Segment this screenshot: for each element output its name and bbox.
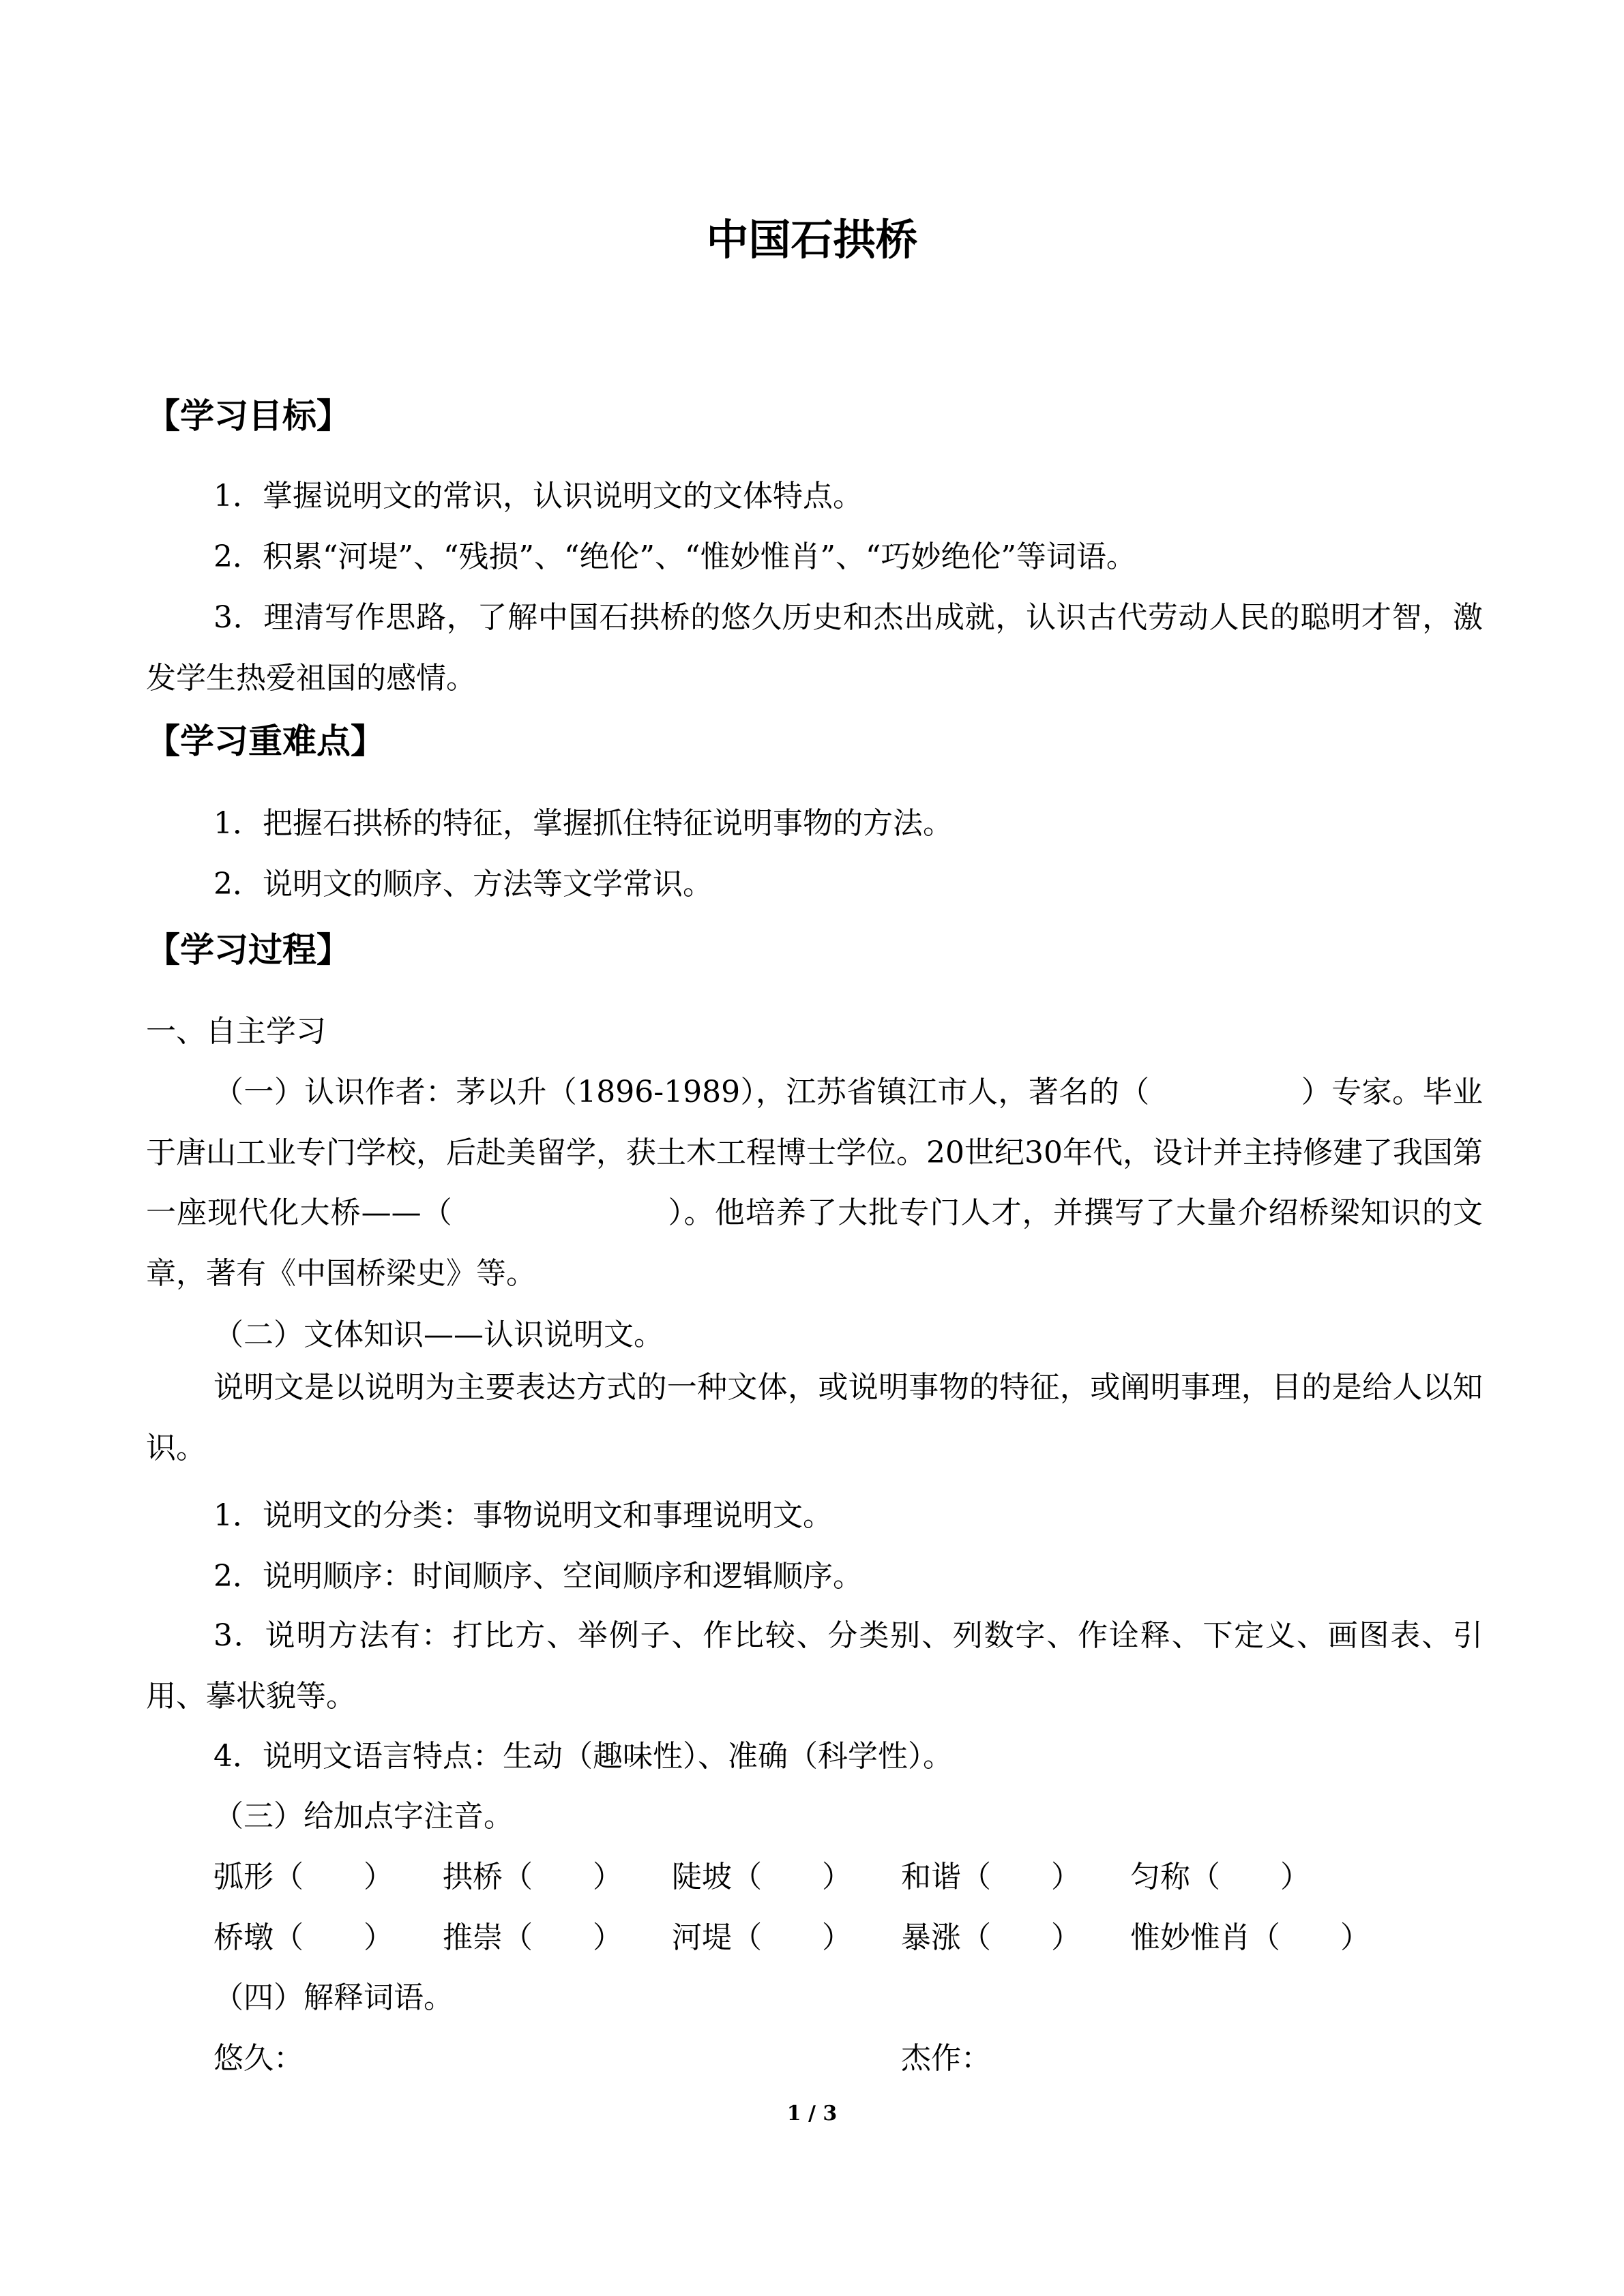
section-heading-key-points: 【学习重难点】 [146,721,385,761]
pinyin-item: 河堤（ ） [672,1920,852,1955]
pinyin-item: 推崇（ ） [443,1920,623,1955]
vocab-item: 杰作： [901,2041,991,2076]
genre-item: 4．说明文语言特点：生动（趣味性）、准确（科学性）。 [213,1739,953,1774]
pinyin-item: 匀称（ ） [1130,1860,1310,1894]
vocab-item: 悠久： [213,2041,304,2076]
pinyin-item: 弧形（ ） [213,1860,394,1894]
document-title: 中国石拱桥 [706,215,918,265]
page-number: 1 / 3 [786,2102,838,2126]
part-one-heading: 一、自主学习 [146,1014,326,1049]
vocab-heading: （四）解释词语。 [213,1980,454,2015]
key-point-item: 1．把握石拱桥的特征，掌握抓住特征说明事物的方法。 [213,806,953,841]
genre-item: 2．说明顺序：时间顺序、空间顺序和逻辑顺序。 [213,1559,863,1594]
genre-item: 3．说明方法有：打比方、举例子、作比较、分类别、列数字、作诠释、下定义、画图表、引用、摹状貌等。 [146,1618,1483,1714]
pinyin-item: 陡坡（ ） [672,1860,852,1894]
section-heading-goals: 【学习目标】 [146,396,351,436]
pinyin-item: 拱桥（ ） [443,1860,623,1894]
pinyin-item: 桥墩（ ） [213,1920,394,1955]
goal-item: 2．积累“河堤”、“残损”、“绝伦”、“惟妙惟肖”、“巧妙绝伦”等词语。 [213,539,1136,574]
pinyin-item: 和谐（ ） [901,1860,1081,1894]
genre-item: 1．说明文的分类：事物说明文和事理说明文。 [213,1498,833,1533]
author-paragraph: （一）认识作者：茅以升（1896-1989），江苏省镇江市人，著名的（ ）专家。毕业于唐山工业专门学校，后赴美留学，获土木工程博士学位。20世纪30年代，设计并主持修建了我国第一座现代化大桥——（ ）。他培养了大批专门人才，并撰写了大量介绍桥梁知识的文章，著有《中国桥梁史》等。 [146,1075,1483,1291]
pinyin-row [213,1918,1509,1958]
key-point-item: 2．说明文的顺序、方法等文学常识。 [213,867,713,901]
vocab-row [213,2038,1509,2079]
genre-paragraph: 说明文是以说明为主要表达方式的一种文体，或说明事物的特征，或阐明事理，目的是给人以知识。 [146,1370,1483,1465]
pinyin-row [213,1857,1509,1898]
pinyin-heading: （三）给加点字注音。 [213,1799,514,1834]
pinyin-item: 惟妙惟肖（ ） [1130,1920,1370,1955]
goal-item: 1．掌握说明文的常识，认识说明文的文体特点。 [213,479,863,513]
genre-heading: （二）文体知识——认识说明文。 [213,1317,664,1352]
goal-item: 3．理清写作思路，了解中国石拱桥的悠久历史和杰出成就，认识古代劳动人民的聪明才智，激发学生热爱祖国的感情。 [146,600,1483,696]
section-heading-process: 【学习过程】 [146,930,351,970]
pinyin-item: 暴涨（ ） [901,1920,1081,1955]
